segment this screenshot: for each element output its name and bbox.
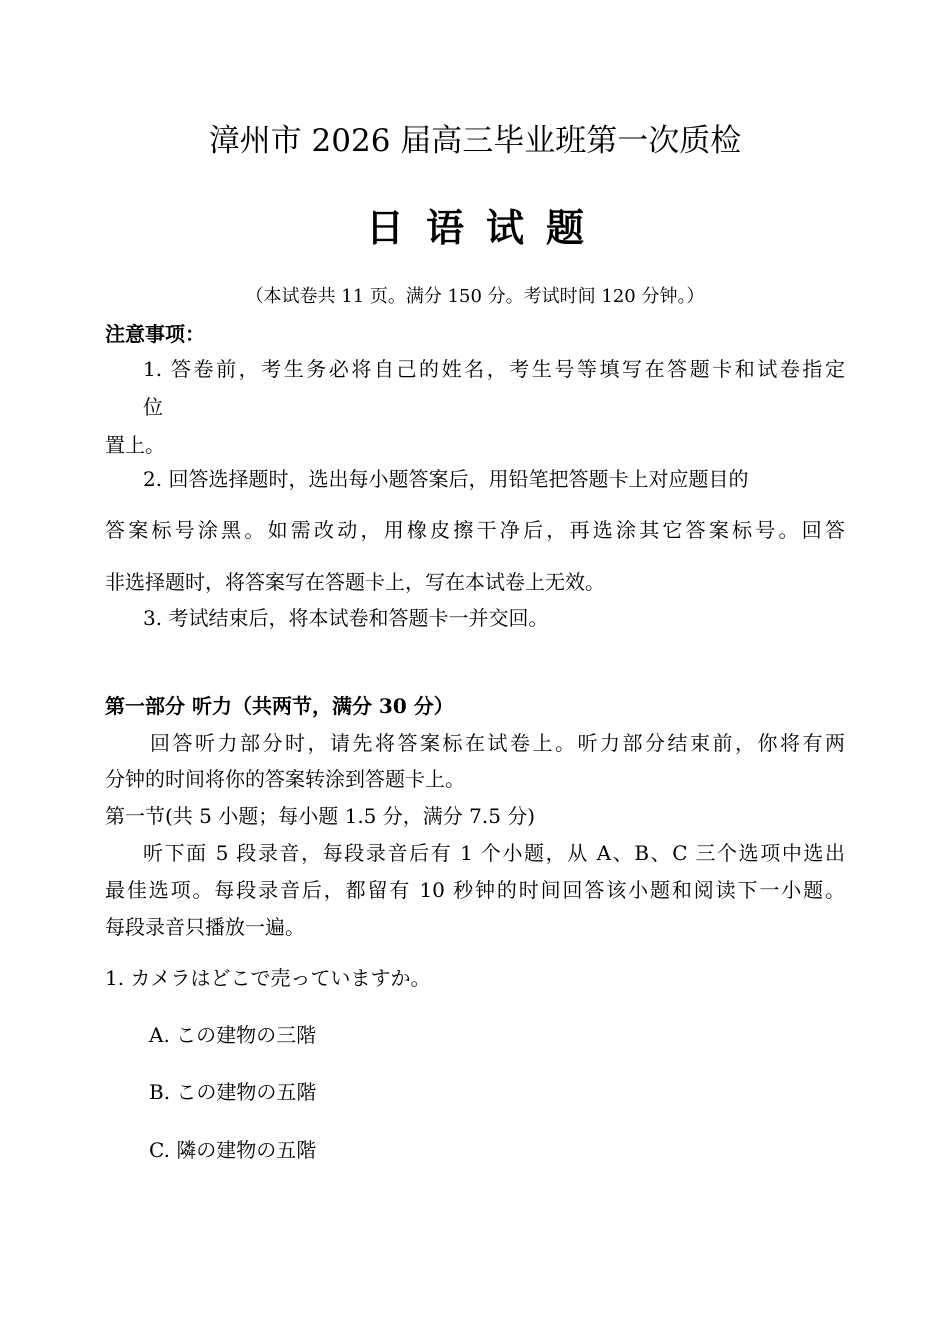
section1-instruction-line: 最佳选项。每段录音后，都留有 10 秒钟的时间回答该小题和阅读下一小题。 (105, 878, 845, 902)
question-option-a: A. この建物の三階 (149, 1023, 317, 1047)
question-option-c: C. 隣の建物の五階 (149, 1138, 317, 1162)
notice-line: 位 (143, 395, 163, 419)
exam-title: 漳州市 2026 届高三毕业班第一次质检 (208, 123, 742, 159)
section1-heading: 第一节(共 5 小题；每小题 1.5 分，满分 7.5 分) (105, 804, 536, 828)
question-option-b: B. この建物の五階 (149, 1080, 317, 1104)
exam-info: （本试卷共 11 页。满分 150 分。考试时间 120 分钟。） (245, 286, 705, 307)
notice-line: 2. 回答选择题时，选出每小题答案后，用铅笔把答题卡上对应题目的 (143, 467, 749, 491)
notice-heading: 注意事项： (105, 322, 205, 346)
question-stem: 1. カメラはどこで売っていますか。 (105, 966, 431, 990)
notice-line: 置上。 (105, 433, 165, 457)
notice-line: 非选择题时，将答案写在答题卡上，写在本试卷上无效。 (105, 570, 605, 594)
notice-line: 答案标号涂黑。如需改动，用橡皮擦干净后，再选涂其它答案标号。回答 (105, 518, 845, 542)
notice-line: 3. 考试结束后，将本试卷和答题卡一并交回。 (143, 606, 549, 630)
section1-instruction-line: 听下面 5 段录音，每段录音后有 1 个小题，从 A、B、C 三个选项中选出 (143, 841, 845, 865)
part1-intro-line: 回答听力部分时，请先将答案标在试卷上。听力部分结束前，你将有两 (150, 731, 845, 755)
notice-line: 1. 答卷前，考生务必将自己的姓名，考生号等填写在答题卡和试卷指定 (143, 357, 845, 381)
section1-instruction-line: 每段录音只播放一遍。 (105, 915, 305, 939)
exam-subtitle: 日语试题 (365, 206, 606, 250)
part1-intro-line: 分钟的时间将你的答案转涂到答题卡上。 (105, 767, 465, 791)
part1-heading: 第一部分 听力（共两节，满分 30 分） (105, 694, 454, 718)
